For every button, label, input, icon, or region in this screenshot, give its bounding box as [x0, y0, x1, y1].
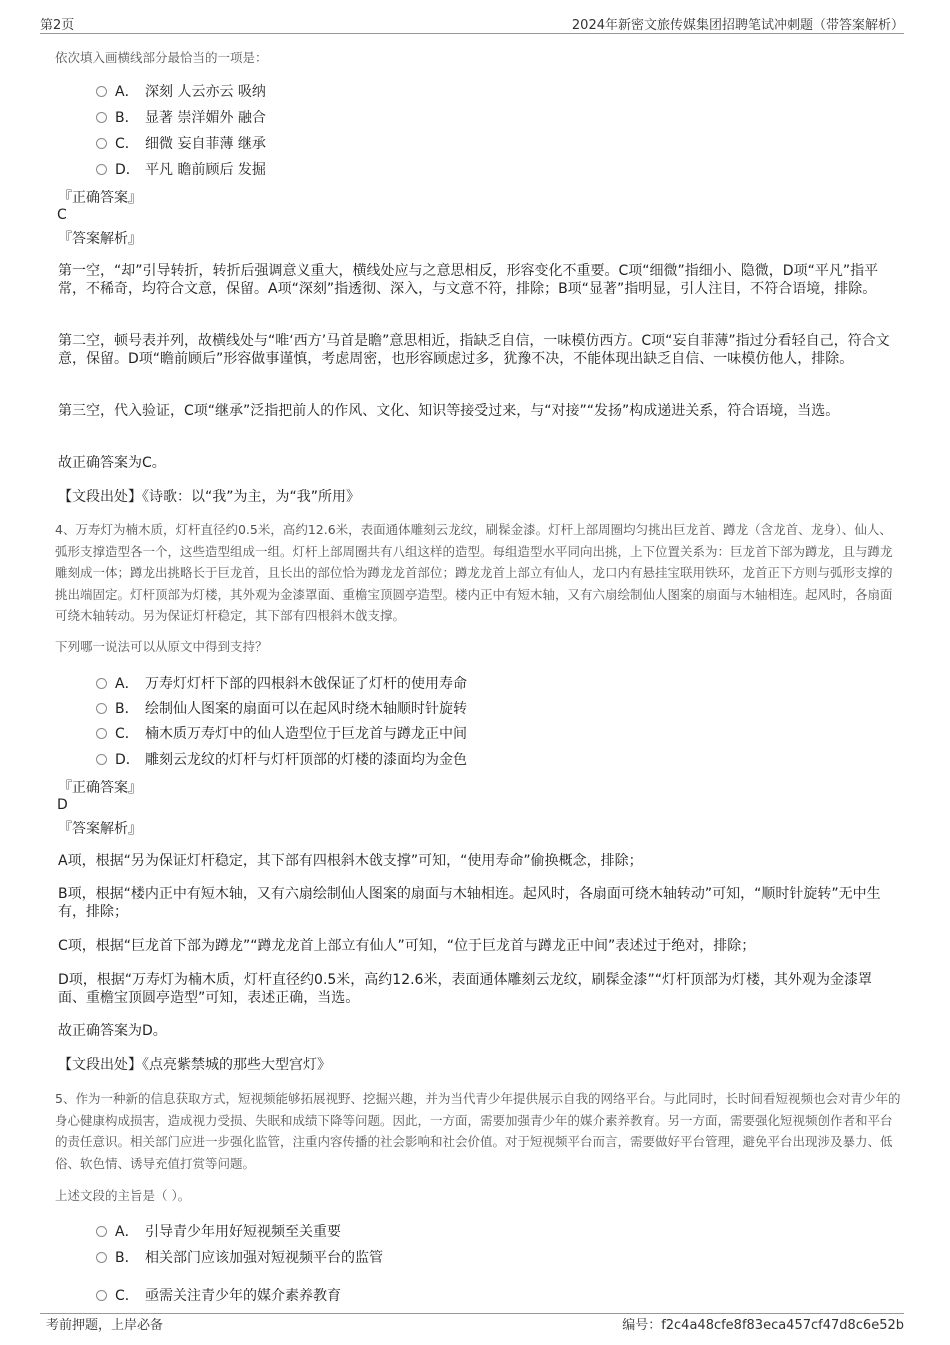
q3-analysis-paragraph: 第二空，顿号表并列，故横线处与“唯‘西方’马首是瞻”意思相近，指缺乏自信，一味模仿西方。C项“妄自菲薄”指过分看轻自己，符合文意，保留。D项“瞻前顾后”形容做事谨慎，考虑周密，也形容顾虑过多，犹豫不决，不能体现出缺乏自信、一味模仿他人，排除。 [58, 333, 890, 367]
document-title: 2024年新密文旅传媒集团招聘笔试冲刺题（带答案解析） [571, 18, 904, 33]
q3-prompt: 依次填入画横线部分最恰当的一项是： [55, 50, 268, 65]
q4-answer: D [57, 797, 68, 813]
radio-icon[interactable] [96, 138, 107, 149]
q4-passage: 4、万寿灯为楠木质，灯杆直径约0.5米，高约12.6米，表面通体雕刻云龙纹，刷髹金漆。灯杆上部周圈均匀挑出巨龙首、蹲龙（含龙首、龙身）、仙人、弧形支撑造型各一个，这些造型组成一组。灯杆上部周圈共有八组这样的造型。每组造型水平同向出挑，上下位置关系为：巨龙首下部为蹲龙，且与蹲龙雕刻成一体；蹲龙出挑略长于巨龙首，且长出的部位恰为蹲龙龙首部位；蹲龙龙首上部立有仙人，龙口内有悬挂宝联用铁环，龙首正下方则与弧形支撑的挑出端固定。灯杆顶部为灯楼，其外观为金漆罩面、重檐宝顶圆亭造型。楼内正中有短木轴，又有六扇绘制仙人图案的扇面与木轴相连。起风时，各扇面可绕木轴转动。另为保证灯杆稳定，其下部有四根斜木戗支撑。 [55, 522, 893, 623]
radio-icon[interactable] [96, 728, 107, 739]
radio-icon[interactable] [96, 754, 107, 765]
q4-analysis-paragraph: A项，根据“另为保证灯杆稳定，其下部有四根斜木戗支撑”可知，“使用寿命”偷换概念，排除； [58, 853, 643, 869]
page-header [40, 14, 910, 34]
q4-conclusion: 故正确答案为D。 [58, 1023, 167, 1039]
q3-option-a[interactable]: A． 深刻 人云亦云 吸纳 [96, 81, 266, 101]
q3-option-d[interactable]: D． 平凡 瞻前顾后 发掘 [96, 159, 266, 179]
radio-icon[interactable] [96, 112, 107, 123]
q4-analysis-paragraph: B项，根据“楼内正中有短木轴，又有六扇绘制仙人图案的扇面与木轴相连。起风时，各扇面可绕木轴转动”可知，“顺时针旋转”无中生有，排除； [58, 886, 881, 920]
radio-icon[interactable] [96, 86, 107, 97]
radio-icon[interactable] [96, 703, 107, 714]
q3-answer: C [57, 207, 67, 223]
q4-option-d[interactable]: D． 雕刻云龙纹的灯杆与灯杆顶部的灯楼的漆面均为金色 [96, 749, 467, 769]
q4-source: 【文段出处】《点亮紫禁城的那些大型宫灯》 [58, 1057, 331, 1073]
q5-prompt: 上述文段的主旨是（ ）。 [55, 1188, 191, 1203]
q5-passage: 5、作为一种新的信息获取方式，短视频能够拓展视野、挖掘兴趣，并为当代青少年提供展示自我的网络平台。与此同时，长时间看短视频也会对青少年的身心健康构成损害，造成视力受损、失眠和成绩下降等问题。因此，一方面，需要加强青少年的媒介素养教育。另一方面，需要强化短视频创作者和平台的责任意识。相关部门应进一步强化监管，注重内容传播的社会影响和社会价值。对于短视频平台而言，需要做好平台管理，避免平台出现涉及暴力、低俗、软色情、诱导充值打赏等问题。 [55, 1091, 901, 1171]
q3-analysis-paragraph: 第三空，代入验证，C项“继承”泛指把前人的作风、文化、知识等接受过来，与“对接”“发扬”构成递进关系，符合语境，当选。 [58, 403, 840, 419]
q3-analysis-label: 『答案解析』 [58, 231, 142, 247]
document-id: 编号：f2c4a48cfe8f83eca457cf47d8c6e52b [622, 1318, 904, 1333]
footer-slogan: 考前押题，上岸必备 [46, 1318, 164, 1333]
q4-analysis-label: 『答案解析』 [58, 821, 142, 837]
radio-icon[interactable] [96, 678, 107, 689]
header-divider [40, 33, 904, 34]
q4-analysis-paragraph: C项，根据“巨龙首下部为蹲龙”“蹲龙龙首上部立有仙人”可知，“位于巨龙首与蹲龙正中间”表述过于绝对，排除； [58, 938, 756, 954]
q3-option-b[interactable]: B． 显著 崇洋媚外 融合 [96, 107, 266, 127]
q4-prompt: 下列哪一说法可以从原文中得到支持？ [55, 639, 268, 654]
radio-icon[interactable] [96, 1252, 107, 1263]
page-number: 第2页 [40, 18, 75, 33]
q4-option-c[interactable]: C． 楠木质万寿灯中的仙人造型位于巨龙首与蹲龙正中间 [96, 723, 467, 743]
q5-option-a[interactable]: A． 引导青少年用好短视频至关重要 [96, 1221, 341, 1241]
q4-analysis-paragraph: D项，根据“万寿灯为楠木质，灯杆直径约0.5米，高约12.6米，表面通体雕刻云龙纹，刷髹金漆”“灯杆顶部为灯楼，其外观为金漆罩面、重檐宝顶圆亭造型”可知，表述正确，当选。 [58, 972, 872, 1006]
q5-option-b[interactable]: B． 相关部门应该加强对短视频平台的监管 [96, 1247, 383, 1267]
q3-conclusion: 故正确答案为C。 [58, 455, 166, 471]
q3-analysis-paragraph: 第一空，“却”引导转折，转折后强调意义重大，横线处应与之意思相反，形容变化不重要。C项“细微”指细小、隐微，D项“平凡”指平常，不稀奇，均符合文意，保留。A项“深刻”指透彻、深入，与文意不符，排除；B项“显著”指明显，引人注目，不符合语境，排除。 [58, 263, 879, 297]
radio-icon[interactable] [96, 1290, 107, 1301]
q4-option-a[interactable]: A． 万寿灯灯杆下部的四根斜木戗保证了灯杆的使用寿命 [96, 673, 467, 693]
q5-option-c[interactable]: C． 亟需关注青少年的媒介素养教育 [96, 1285, 341, 1305]
q3-source: 【文段出处】《诗歌：以“我”为主，为“我”所用》 [58, 489, 361, 505]
q4-answer-label: 『正确答案』 [58, 780, 142, 796]
q3-option-c[interactable]: C． 细微 妄自菲薄 继承 [96, 133, 266, 153]
q3-answer-label: 『正确答案』 [58, 190, 142, 206]
q4-option-b[interactable]: B． 绘制仙人图案的扇面可以在起风时绕木轴顺时针旋转 [96, 698, 467, 718]
radio-icon[interactable] [96, 164, 107, 175]
radio-icon[interactable] [96, 1226, 107, 1237]
